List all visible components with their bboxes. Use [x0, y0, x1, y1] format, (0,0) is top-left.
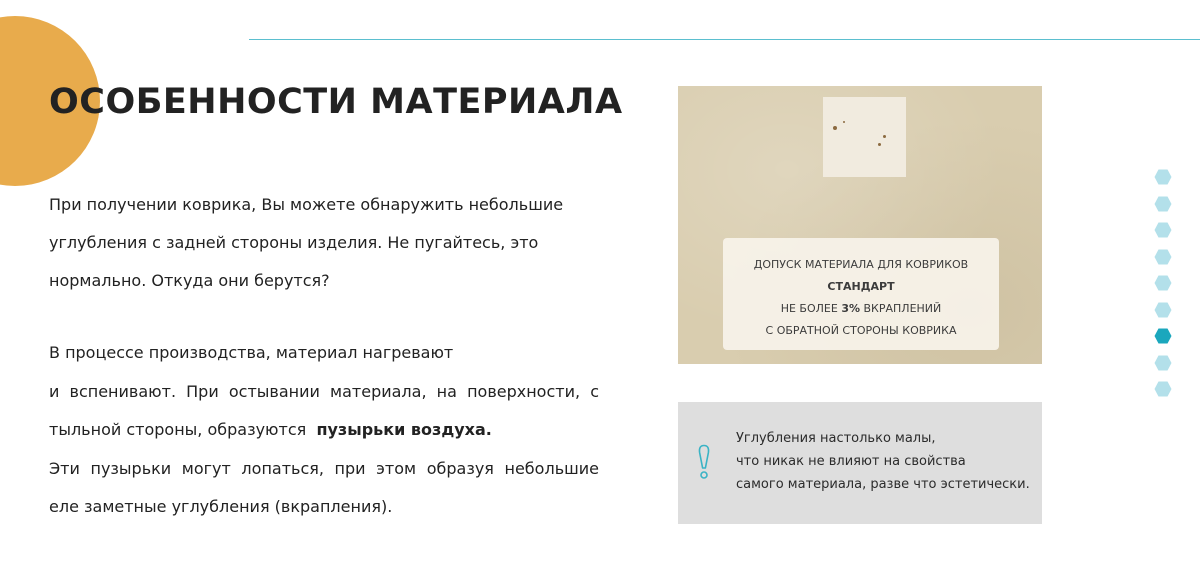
intro-line: углубления с задней стороны изделия. Не пугайтесь, это — [49, 233, 539, 252]
pager-dot[interactable] — [1154, 248, 1172, 266]
hexagon-icon — [1155, 382, 1172, 397]
page-title: ОСОБЕННОСТИ МАТЕРИАЛА — [49, 82, 623, 122]
pager-dot-active[interactable] — [1154, 327, 1172, 345]
hexagon-icon — [1155, 223, 1172, 238]
sample-square — [823, 97, 906, 177]
tolerance-line: С ОБРАТНОЙ СТОРОНЫ КОВРИКА — [765, 324, 957, 337]
process-line-highlight — [49, 411, 599, 450]
hexagon-icon — [1155, 196, 1172, 211]
inclusion-dot — [878, 143, 881, 146]
hexagon-icon — [1155, 302, 1172, 317]
hexagon-icon — [1155, 170, 1172, 185]
tolerance-prefix: НЕ БОЛЕЕ — [780, 302, 838, 315]
pager-dot[interactable] — [1154, 195, 1172, 213]
inclusion-dot — [883, 135, 886, 138]
process-line: В процессе производства, материал нагревают — [49, 343, 454, 362]
tolerance-label — [723, 238, 999, 350]
pager-dot[interactable] — [1154, 168, 1172, 186]
tolerance-suffix: ВКРАПЛЕНИЙ — [863, 302, 942, 315]
note-line: Углубления настолько малы, — [736, 431, 936, 446]
pager-dot[interactable] — [1154, 301, 1172, 319]
inclusion-dot — [843, 121, 845, 123]
process-text: тыльной стороны, образуются — [49, 420, 307, 439]
intro-line: При получении коврика, Вы можете обнаружить небольшие — [49, 195, 564, 214]
header-divider — [249, 39, 1200, 40]
pager-dot[interactable] — [1154, 380, 1172, 398]
hexagon-icon — [1155, 249, 1172, 264]
pager-dot[interactable] — [1154, 354, 1172, 372]
material-photo — [678, 86, 1042, 364]
hexagon-icon — [1155, 329, 1172, 344]
tolerance-line: СТАНДАРТ — [827, 280, 895, 293]
tolerance-line — [723, 298, 999, 320]
inclusion-dot — [833, 126, 837, 130]
note-line: самого материала, разве что эстетически. — [736, 477, 1030, 492]
tolerance-percent: 3% — [841, 302, 861, 315]
exclamation-icon — [696, 444, 712, 482]
info-note — [678, 402, 1042, 524]
process-line: еле заметные углубления (вкрапления). — [49, 497, 393, 516]
hexagon-icon — [1155, 355, 1172, 370]
intro-paragraph — [49, 186, 609, 300]
note-line: что никак не влияют на свойства — [736, 454, 966, 469]
hexagon-icon — [1155, 276, 1172, 291]
pager-dot[interactable] — [1154, 274, 1172, 292]
process-line: Эти пузырьки могут лопаться, при этом образуя небольшие — [49, 458, 599, 478]
pager-dot[interactable] — [1154, 221, 1172, 239]
tolerance-line: ДОПУСК МАТЕРИАЛА ДЛЯ КОВРИКОВ — [753, 258, 969, 271]
process-paragraph — [49, 334, 599, 527]
intro-line: нормально. Откуда они берутся? — [49, 271, 330, 290]
note-text — [736, 427, 1030, 496]
process-line: и вспенивают. При остывании материала, на поверхности, с — [49, 381, 599, 401]
highlight-bubbles: пузырьки воздуха. — [316, 420, 492, 439]
